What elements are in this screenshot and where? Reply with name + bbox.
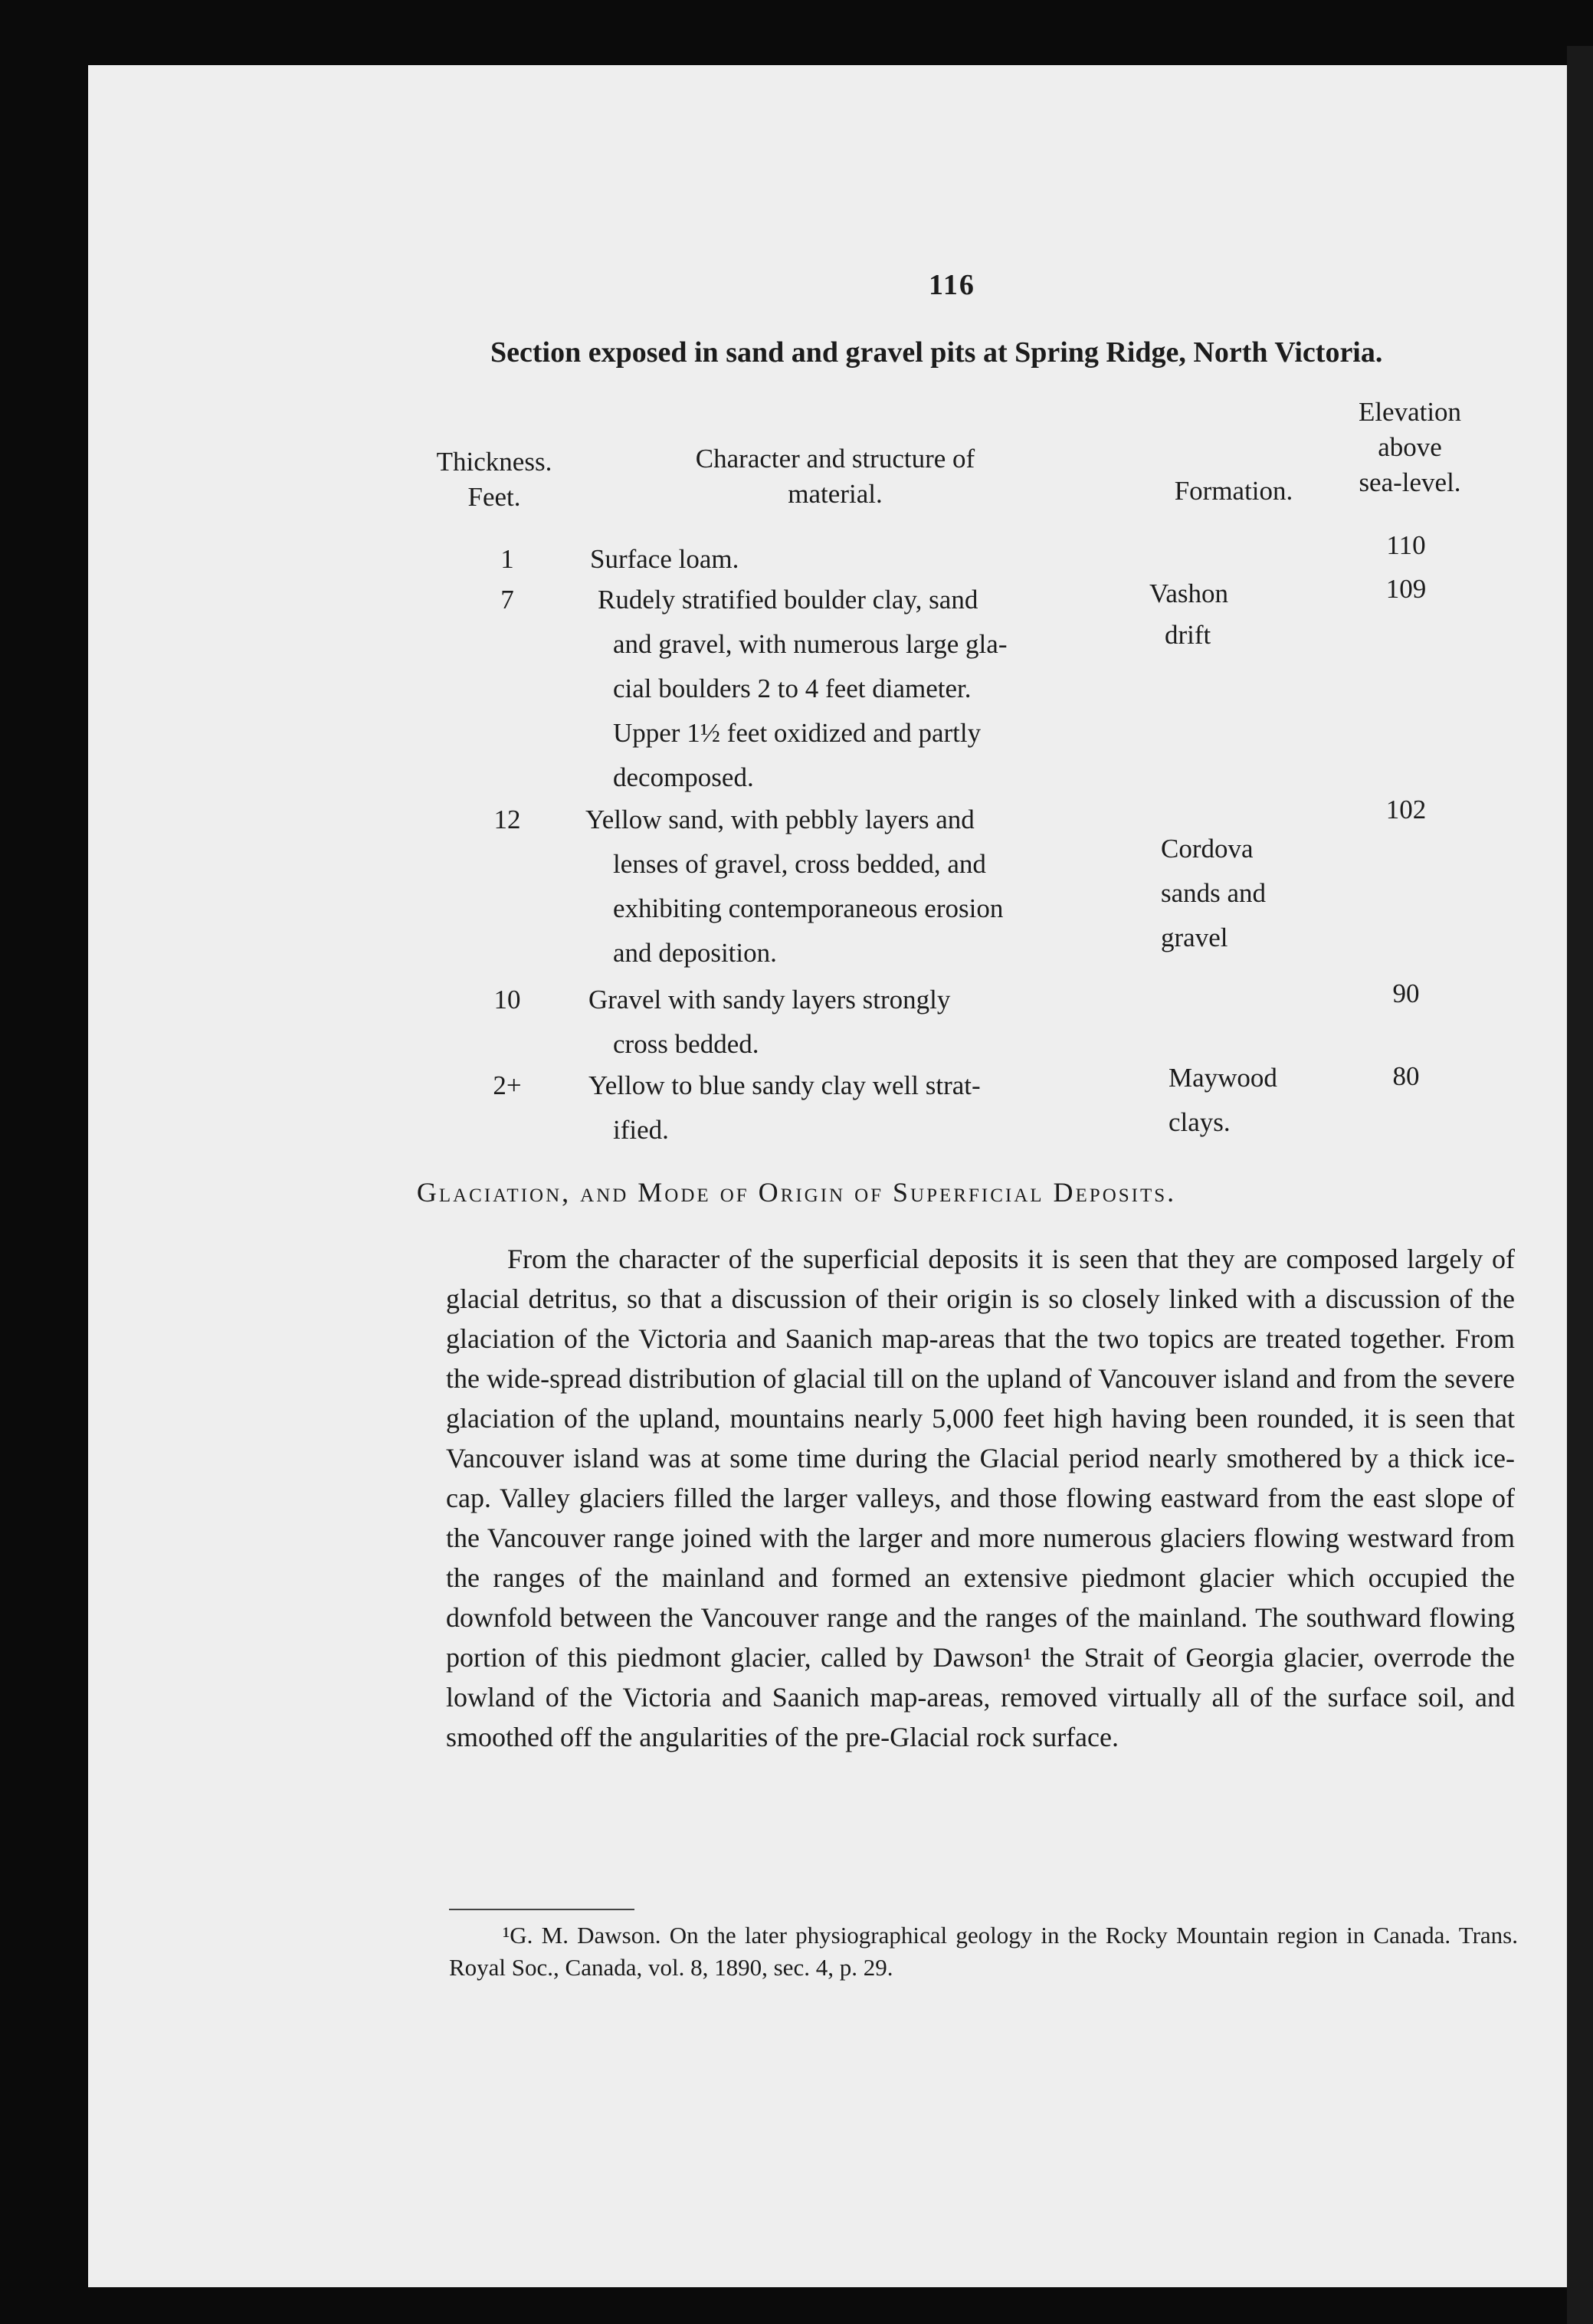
header-thickness-line: Feet.: [467, 482, 521, 512]
row-character-line: Upper 1½ feet oxidized and partly: [613, 718, 982, 748]
row-character-line: ified.: [613, 1115, 669, 1145]
table-title: Section exposed in sand and gravel pits at Spring Ridge, North Victoria.: [490, 336, 1383, 369]
row-character-line: and gravel, with numerous large gla-: [613, 629, 1008, 659]
row-thickness: 7: [500, 585, 514, 615]
row-thickness: 12: [493, 805, 521, 834]
header-formation-line: Formation.: [1174, 476, 1293, 506]
row-character-line: Yellow to blue sandy clay well strat-: [588, 1070, 981, 1100]
header-elevation: [1322, 395, 1498, 500]
row-thickness: 1: [500, 544, 514, 574]
header-character-line: Character and structure of: [695, 444, 975, 474]
row-character-line: decomposed.: [613, 762, 754, 792]
row-formation-line: Cordova: [1161, 834, 1254, 864]
row-character-line: Gravel with sandy layers strongly: [588, 985, 951, 1014]
row-character-line: cial boulders 2 to 4 feet diameter.: [613, 674, 972, 703]
header-character: [628, 441, 1042, 512]
row-character-line: Yellow sand, with pebbly layers and: [585, 805, 975, 834]
row-thickness: 2+: [493, 1070, 522, 1100]
header-elevation-line: Elevation: [1358, 397, 1462, 427]
row-elevation: 102: [1385, 795, 1427, 824]
row-character-line: Rudely stratified boulder clay, sand: [598, 585, 978, 615]
header-character-line: material.: [788, 479, 883, 509]
header-elevation-line: sea-level.: [1359, 467, 1461, 497]
row-character-line: exhibiting contemporaneous erosion: [613, 893, 1004, 923]
row-elevation: 109: [1385, 574, 1427, 604]
section-heading: Glaciation, and Mode of Origin of Superficial Deposits.: [416, 1177, 1177, 1208]
row-character-line: and deposition.: [613, 938, 777, 968]
row-elevation: 90: [1392, 978, 1420, 1008]
row-character-line: Surface loam.: [590, 544, 739, 574]
header-elevation-line: above: [1378, 432, 1442, 462]
row-formation-line: drift: [1165, 620, 1211, 650]
row-elevation: 80: [1392, 1061, 1420, 1091]
row-character-line: cross bedded.: [613, 1029, 759, 1059]
footnote: ¹G. M. Dawson. On the later physiographical geology in the Rocky Mountain region in Canada. Trans. Royal Soc., Canada, vol. 8, 1890, sec. 4, p. 29.: [449, 1922, 1518, 1981]
row-formation-line: Maywood: [1169, 1063, 1277, 1093]
row-elevation: 110: [1386, 530, 1426, 560]
header-thickness-line: Thickness.: [436, 447, 552, 477]
body-paragraph: From the character of the superficial deposits it is seen that they are composed largely of glacial detritus, so that a discussion of their origin is so closely linked with a discussion of the glaciation of the Victoria and Saanich map-areas that the two topics are treated together. From the wide-spread distribution of glacial till on the upland of Vancouver island and from the severe glaciation of the upland, mountains nearly 5,000 feet high having been rounded, it is seen that Vancouver island was at some time during the Glacial period nearly smothered by a thick ice-cap. Valley glaciers filled the larger valleys, and those flowing eastward from the east slope of the Vancouver range joined with the larger and more numerous glaciers flowing westward from the ranges of the mainland and formed an extensive piedmont glacier which occupied the downfold between the Vancouver range and the ranges of the mainland. The southward flowing portion of this piedmont glacier, called by Dawson¹ the Strait of Georgia glacier, overrode the lowland of the Victoria and Saanich map-areas, removed virtually all of the surface soil, and smoothed off the angularities of the pre-Glacial rock surface.: [446, 1244, 1515, 1752]
row-formation-line: clays.: [1169, 1107, 1231, 1137]
header-formation: [1153, 474, 1314, 509]
header-thickness: [429, 444, 559, 515]
page-number: 116: [929, 269, 975, 301]
row-formation-line: Vashon: [1149, 579, 1229, 608]
row-thickness: 10: [493, 985, 521, 1014]
row-formation-line: gravel: [1161, 923, 1228, 952]
row-character-line: lenses of gravel, cross bedded, and: [613, 849, 986, 879]
footnote-rule: [449, 1909, 634, 1910]
row-formation-line: sands and: [1161, 878, 1267, 908]
